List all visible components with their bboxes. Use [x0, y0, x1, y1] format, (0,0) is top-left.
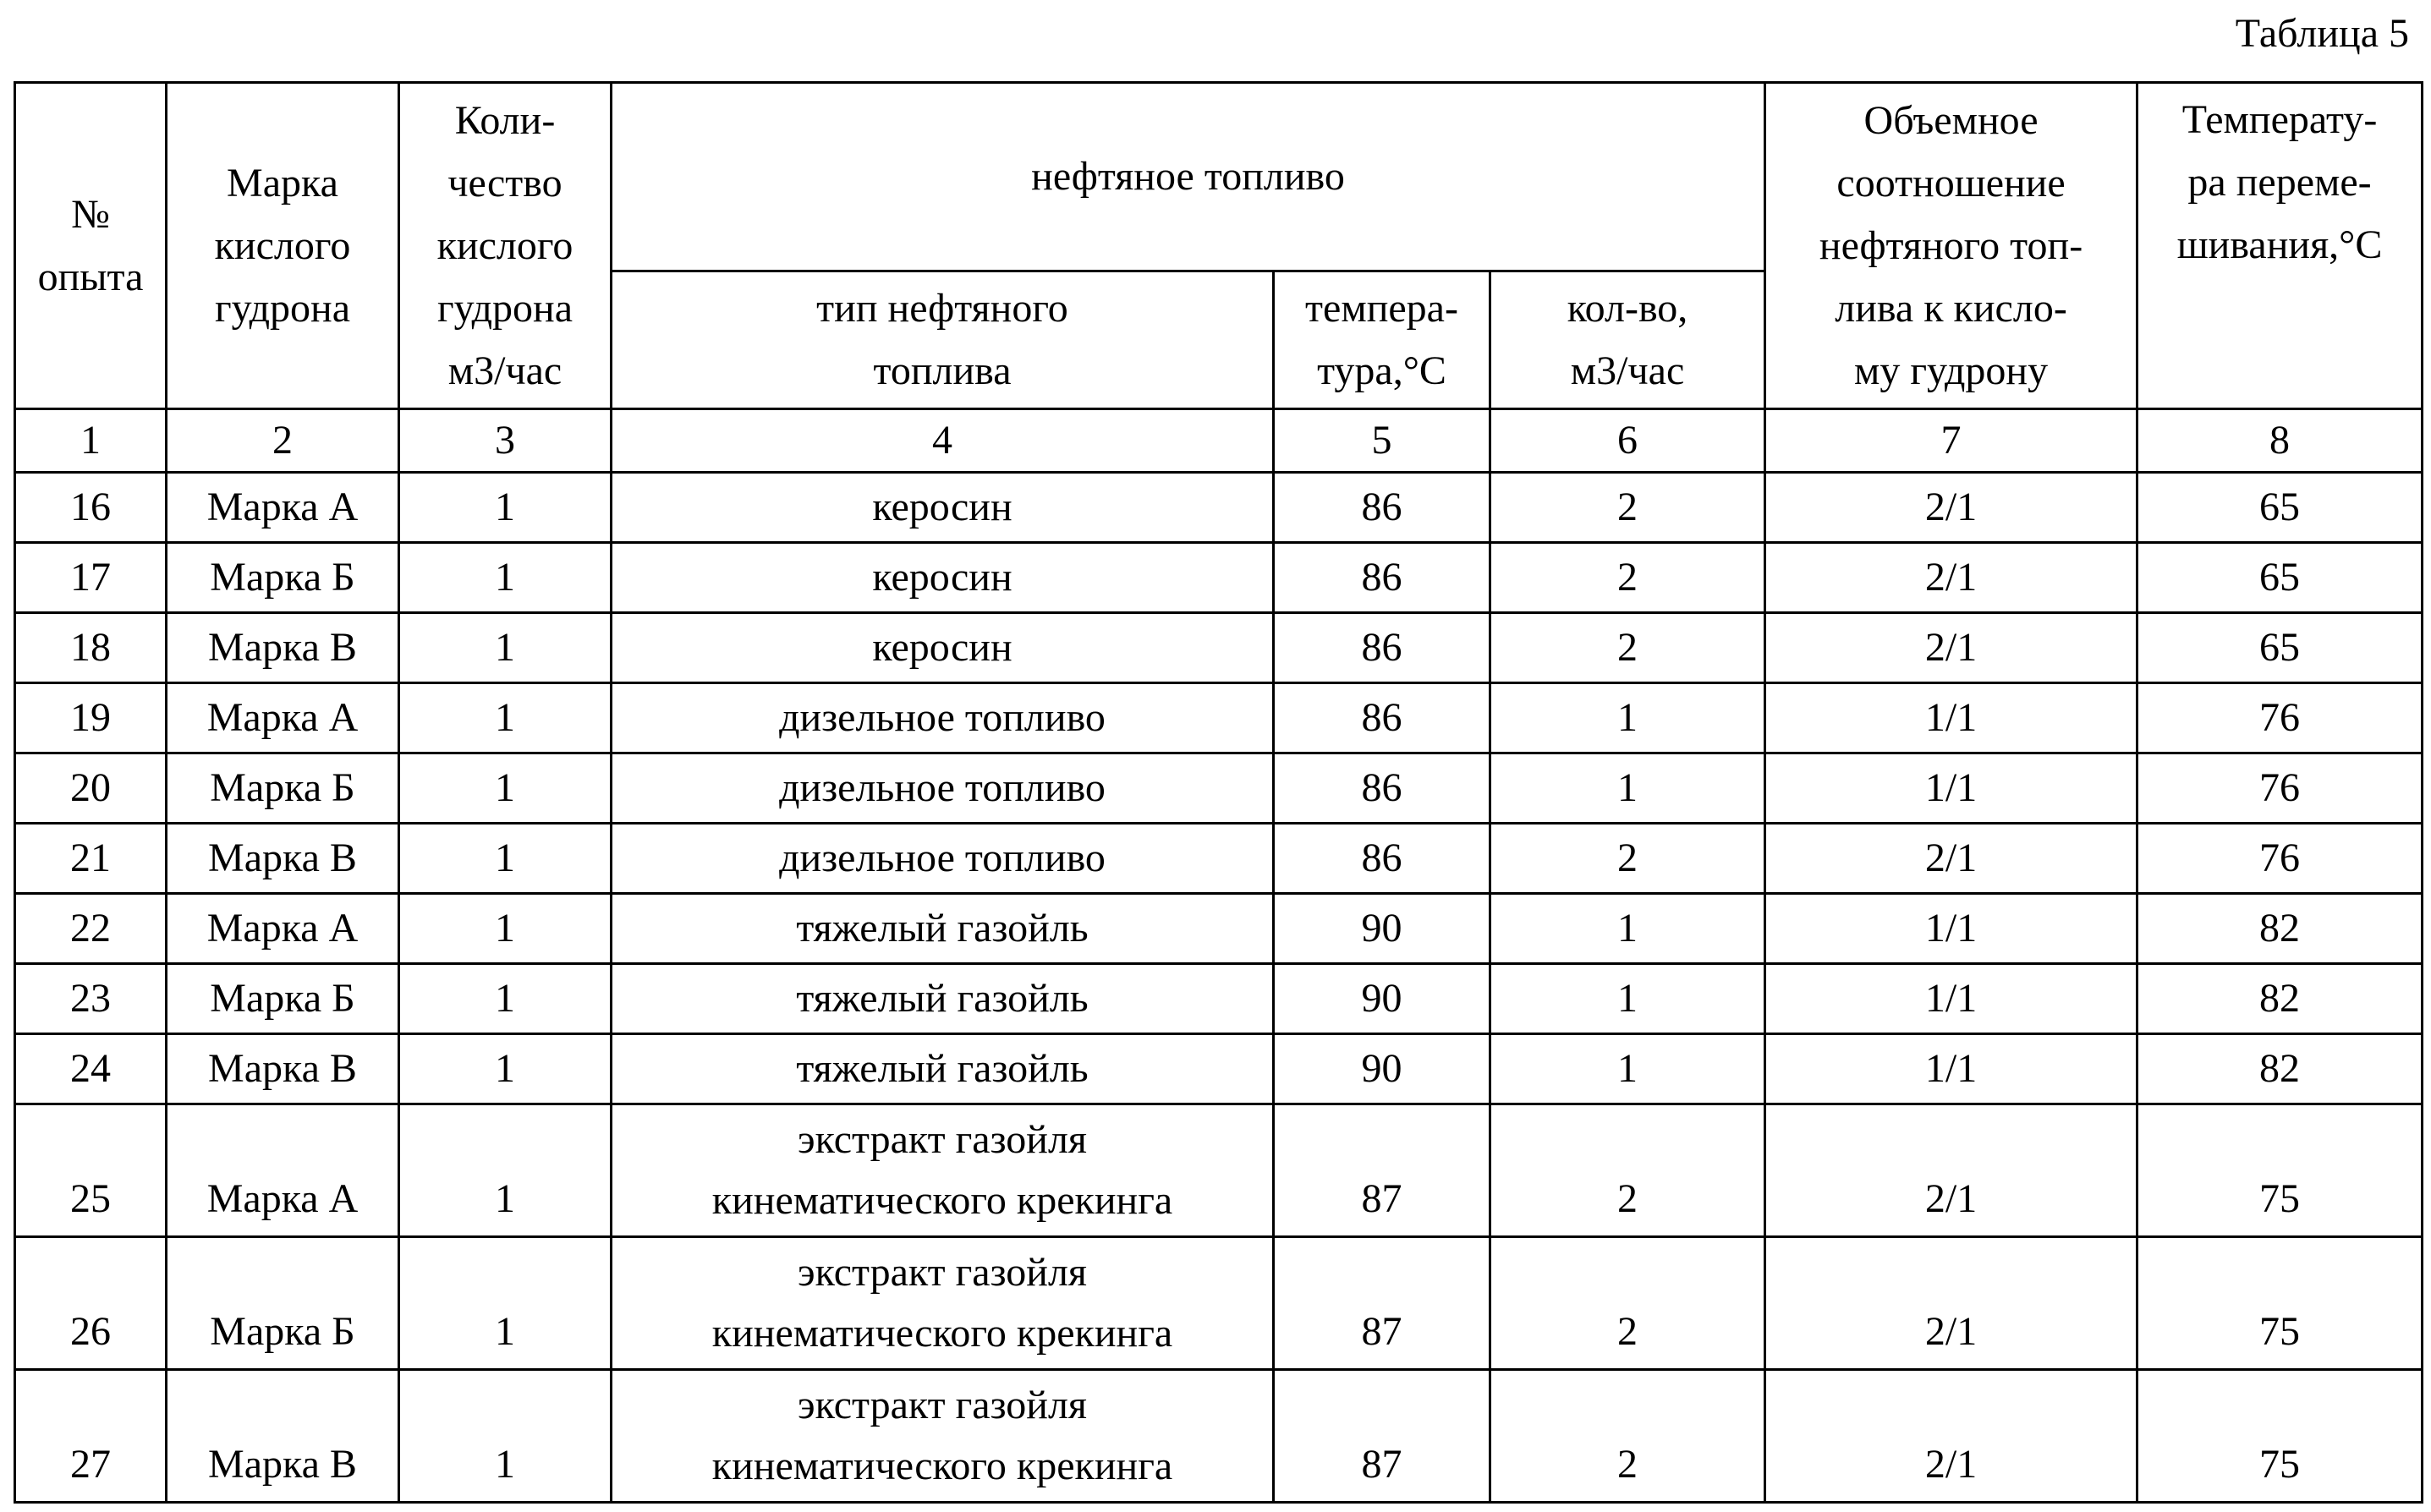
cell-mark: Марка Б [167, 964, 399, 1034]
cell-temp: 86 [1274, 753, 1490, 824]
table-row [15, 543, 2423, 613]
cell-type: экстракт газойля кинематического крекинга [612, 1237, 1274, 1370]
cell-temp: 90 [1274, 894, 1490, 964]
cell-ratio: 1/1 [1765, 894, 2137, 964]
cell-mix: 65 [2137, 543, 2423, 613]
table-row [15, 1370, 2423, 1503]
cell-amount: 2 [1490, 824, 1765, 894]
cell-mark: Марка А [167, 894, 399, 964]
header-fuel-temp: темпера- тура,°С [1274, 271, 1490, 409]
cell-amount: 1 [1490, 964, 1765, 1034]
cell-no: 16 [15, 473, 167, 543]
cell-amount: 2 [1490, 613, 1765, 683]
cell-qty: 1 [399, 964, 612, 1034]
table-header [15, 83, 2423, 473]
table-row [15, 753, 2423, 824]
cell-temp: 86 [1274, 683, 1490, 753]
cell-no: 24 [15, 1034, 167, 1104]
cell-mix: 76 [2137, 753, 2423, 824]
cell-ratio: 2/1 [1765, 543, 2137, 613]
cell-ratio: 2/1 [1765, 613, 2137, 683]
cell-type: дизельное топливо [612, 753, 1274, 824]
cell-mix: 76 [2137, 683, 2423, 753]
column-number: 6 [1490, 409, 1765, 473]
cell-type: керосин [612, 613, 1274, 683]
cell-no: 17 [15, 543, 167, 613]
cell-qty: 1 [399, 543, 612, 613]
cell-mix: 82 [2137, 1034, 2423, 1104]
cell-temp: 87 [1274, 1237, 1490, 1370]
cell-mix: 75 [2137, 1104, 2423, 1237]
cell-qty: 1 [399, 1104, 612, 1237]
cell-type: керосин [612, 473, 1274, 543]
cell-qty: 1 [399, 1370, 612, 1503]
cell-temp: 87 [1274, 1104, 1490, 1237]
cell-type: тяжелый газойль [612, 894, 1274, 964]
cell-mark: Марка А [167, 1104, 399, 1237]
cell-amount: 1 [1490, 753, 1765, 824]
cell-no: 25 [15, 1104, 167, 1237]
cell-ratio: 1/1 [1765, 683, 2137, 753]
column-number: 8 [2137, 409, 2423, 473]
cell-type: дизельное топливо [612, 683, 1274, 753]
cell-amount: 2 [1490, 473, 1765, 543]
cell-mix: 75 [2137, 1370, 2423, 1503]
cell-temp: 87 [1274, 1370, 1490, 1503]
cell-mark: Марка Б [167, 1237, 399, 1370]
cell-qty: 1 [399, 894, 612, 964]
data-table [14, 81, 2423, 1504]
cell-no: 23 [15, 964, 167, 1034]
cell-mix: 65 [2137, 473, 2423, 543]
cell-ratio: 1/1 [1765, 753, 2137, 824]
cell-temp: 86 [1274, 613, 1490, 683]
cell-amount: 2 [1490, 1370, 1765, 1503]
table-row [15, 1034, 2423, 1104]
cell-no: 27 [15, 1370, 167, 1503]
header-qty: Коли- чество кислого гудрона м3/час [399, 83, 612, 409]
cell-qty: 1 [399, 473, 612, 543]
cell-amount: 2 [1490, 1104, 1765, 1237]
column-number: 1 [15, 409, 167, 473]
cell-amount: 2 [1490, 1237, 1765, 1370]
cell-type: экстракт газойля кинематического крекинга [612, 1104, 1274, 1237]
column-number: 2 [167, 409, 399, 473]
cell-mark: Марка А [167, 683, 399, 753]
cell-type: дизельное топливо [612, 824, 1274, 894]
cell-no: 20 [15, 753, 167, 824]
cell-ratio: 2/1 [1765, 1104, 2137, 1237]
table-row [15, 1237, 2423, 1370]
cell-temp: 86 [1274, 543, 1490, 613]
column-number: 7 [1765, 409, 2137, 473]
cell-temp: 90 [1274, 1034, 1490, 1104]
column-number: 5 [1274, 409, 1490, 473]
cell-amount: 1 [1490, 1034, 1765, 1104]
table-row [15, 473, 2423, 543]
cell-mark: Марка Б [167, 543, 399, 613]
cell-mark: Марка В [167, 613, 399, 683]
cell-ratio: 2/1 [1765, 1237, 2137, 1370]
cell-ratio: 2/1 [1765, 1370, 2137, 1503]
table-row [15, 683, 2423, 753]
cell-qty: 1 [399, 824, 612, 894]
cell-mark: Марка В [167, 824, 399, 894]
header-ratio: Объемное соотношение нефтяного топ- лива к кисло- му гудрону [1765, 83, 2137, 409]
table-row [15, 964, 2423, 1034]
cell-type: тяжелый газойль [612, 1034, 1274, 1104]
cell-mark: Марка В [167, 1034, 399, 1104]
cell-mix: 76 [2137, 824, 2423, 894]
cell-amount: 2 [1490, 543, 1765, 613]
header-no: № опыта [15, 83, 167, 409]
header-fuel-group: нефтяное топливо [612, 83, 1765, 271]
cell-no: 19 [15, 683, 167, 753]
cell-amount: 1 [1490, 894, 1765, 964]
cell-ratio: 2/1 [1765, 824, 2137, 894]
cell-temp: 90 [1274, 964, 1490, 1034]
cell-mix: 65 [2137, 613, 2423, 683]
table-row [15, 1104, 2423, 1237]
cell-mix: 82 [2137, 964, 2423, 1034]
cell-ratio: 1/1 [1765, 1034, 2137, 1104]
cell-mix: 75 [2137, 1237, 2423, 1370]
header-fuel-amount: кол-во, м3/час [1490, 271, 1765, 409]
header-mix-temp: Температу- ра переме- шивания,°С [2137, 83, 2423, 409]
cell-no: 18 [15, 613, 167, 683]
table-row [15, 824, 2423, 894]
cell-qty: 1 [399, 613, 612, 683]
cell-temp: 86 [1274, 824, 1490, 894]
cell-ratio: 1/1 [1765, 964, 2137, 1034]
column-number: 4 [612, 409, 1274, 473]
header-mark: Марка кислого гудрона [167, 83, 399, 409]
cell-mark: Марка Б [167, 753, 399, 824]
cell-qty: 1 [399, 1034, 612, 1104]
cell-amount: 1 [1490, 683, 1765, 753]
header-fuel-type: тип нефтяного топлива [612, 271, 1274, 409]
column-number: 3 [399, 409, 612, 473]
cell-type: керосин [612, 543, 1274, 613]
cell-no: 22 [15, 894, 167, 964]
table-caption: Таблица 5 [2235, 11, 2409, 56]
table-row [15, 894, 2423, 964]
cell-type: экстракт газойля кинематического крекинга [612, 1370, 1274, 1503]
header-row-top [15, 83, 2423, 271]
column-number-row [15, 409, 2423, 473]
cell-mark: Марка А [167, 473, 399, 543]
cell-ratio: 2/1 [1765, 473, 2137, 543]
table-row [15, 613, 2423, 683]
cell-qty: 1 [399, 753, 612, 824]
cell-temp: 86 [1274, 473, 1490, 543]
cell-qty: 1 [399, 1237, 612, 1370]
cell-mix: 82 [2137, 894, 2423, 964]
cell-type: тяжелый газойль [612, 964, 1274, 1034]
cell-no: 26 [15, 1237, 167, 1370]
cell-no: 21 [15, 824, 167, 894]
cell-qty: 1 [399, 683, 612, 753]
table-body [15, 473, 2423, 1503]
cell-mark: Марка В [167, 1370, 399, 1503]
